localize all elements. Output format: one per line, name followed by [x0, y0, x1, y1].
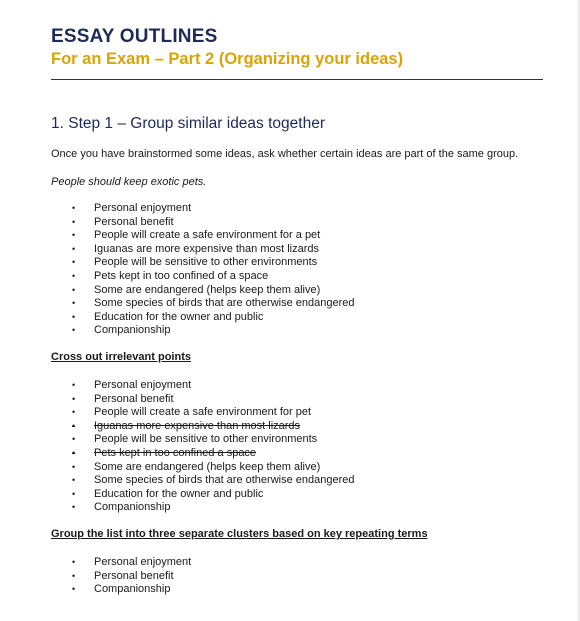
- list-item: [72, 229, 355, 243]
- header-divider: [51, 79, 543, 80]
- list-item-text: Education for the owner and public: [94, 310, 264, 323]
- list-item: [72, 488, 355, 502]
- group-heading: Group the list into three separate clusters based on key repeating terms: [51, 528, 428, 540]
- list-item: [72, 202, 355, 216]
- list-item-text: Some are endangered (helps keep them alive): [94, 283, 321, 296]
- bullet-icon: •: [72, 393, 76, 404]
- bullet-icon: •: [72, 488, 76, 499]
- list-item-text: Pets kept in too confined of a space: [94, 269, 269, 282]
- bullet-icon: •: [72, 407, 76, 418]
- bullet-icon: •: [72, 257, 76, 268]
- list-item-text: People will be sensitive to other environments: [94, 433, 318, 446]
- list-item: [72, 570, 191, 584]
- list-item-text: Personal benefit: [94, 392, 174, 405]
- bullet-icon: •: [72, 502, 76, 513]
- list-item-text: Personal benefit: [94, 569, 174, 582]
- bullet-icon: •: [72, 447, 76, 458]
- bullet-icon: •: [72, 230, 76, 241]
- list-item-text: Companionship: [94, 501, 171, 514]
- document-title: ESSAY OUTLINES: [51, 26, 218, 47]
- list-item: [72, 243, 355, 257]
- list-item-text: People will create a safe environment for a pet: [94, 229, 321, 242]
- list-item-text: Some are endangered (helps keep them alive): [94, 460, 321, 473]
- bullet-icon: •: [72, 570, 76, 581]
- bullet-icon: •: [72, 475, 76, 486]
- list-item: [72, 270, 355, 284]
- intro-paragraph: Once you have brainstormed some ideas, ask whether certain ideas are part of the same group.: [51, 148, 519, 160]
- list-item-text: Personal benefit: [94, 215, 174, 228]
- struck-item-text: Pets kept in too confined a space: [94, 446, 257, 459]
- bullet-icon: •: [72, 420, 76, 431]
- bullet-icon: •: [72, 243, 76, 254]
- list-item-text: Personal enjoyment: [94, 379, 192, 391]
- list-item: [72, 406, 355, 420]
- struck-item-text: Iguanas more expensive than most lizards: [94, 419, 301, 432]
- list-item: [72, 324, 355, 338]
- bullet-icon: •: [72, 380, 76, 390]
- list-item: [72, 256, 355, 270]
- list-item-text: People will be sensitive to other environments: [94, 256, 318, 269]
- example-statement: People should keep exotic pets.: [51, 176, 207, 188]
- bullet-icon: •: [72, 325, 76, 336]
- bullet-icon: •: [72, 284, 76, 295]
- list-item: [72, 447, 355, 461]
- list-item: [72, 393, 355, 407]
- list-item-text: Iguanas are more expensive than most lizards: [94, 242, 320, 255]
- list-item-text: People will create a safe environment for pet: [94, 406, 312, 419]
- list-item-text: Some species of birds that are otherwise endangered: [94, 297, 355, 310]
- list-item: [72, 433, 355, 447]
- bullet-icon: •: [72, 557, 76, 567]
- bullet-icon: •: [72, 298, 76, 309]
- list-item-text: Companionship: [94, 583, 171, 596]
- list-item: [72, 311, 355, 325]
- bullet-icon: •: [72, 270, 76, 281]
- list-item-text: Companionship: [94, 324, 171, 337]
- list-item: [72, 216, 355, 230]
- bullet-icon: •: [72, 203, 76, 213]
- cross-out-heading: Cross out irrelevant points: [51, 351, 191, 363]
- list-item-text: Personal enjoyment: [94, 556, 192, 568]
- list-item-text: Some species of birds that are otherwise endangered: [94, 474, 355, 487]
- list-item: [72, 461, 355, 475]
- list-item: [72, 420, 355, 434]
- bullet-icon: •: [72, 216, 76, 227]
- bullet-icon: •: [72, 584, 76, 595]
- step-1-heading: 1. Step 1 – Group similar ideas together: [51, 115, 325, 132]
- cross-out-list: [72, 379, 355, 515]
- list-item: [72, 583, 191, 597]
- list-item: [72, 556, 191, 570]
- group-list: [72, 556, 191, 597]
- list-item: [72, 297, 355, 311]
- bullet-icon: •: [72, 311, 76, 322]
- list-item-text: Education for the owner and public: [94, 487, 264, 500]
- list-item: [72, 501, 355, 515]
- list-item: [72, 284, 355, 298]
- document-subtitle: For an Exam – Part 2 (Organizing your ideas): [51, 50, 404, 68]
- list-item: [72, 474, 355, 488]
- brainstorm-list: [72, 202, 355, 338]
- list-item-text: Personal enjoyment: [94, 202, 192, 214]
- bullet-icon: •: [72, 434, 76, 445]
- bullet-icon: •: [72, 461, 76, 472]
- list-item: [72, 379, 355, 393]
